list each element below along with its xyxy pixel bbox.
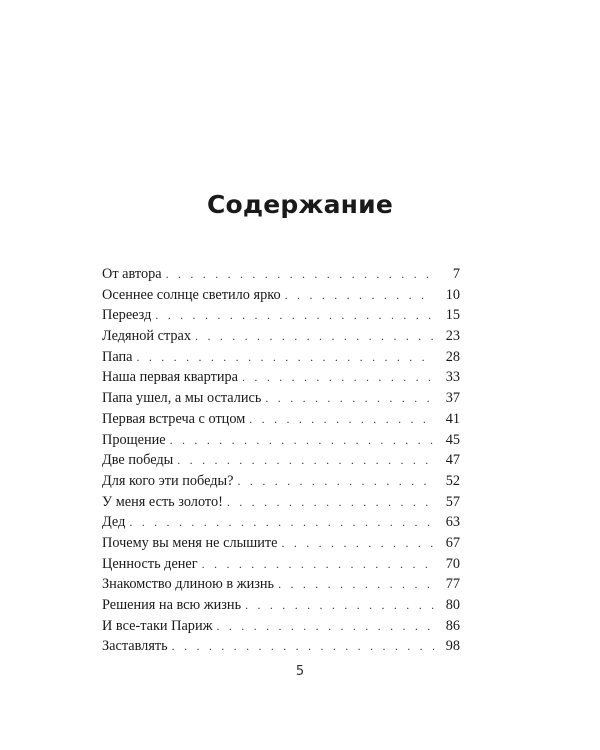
toc-entry-title: Папа <box>102 348 133 365</box>
toc-entry <box>102 347 460 368</box>
toc-entry-title: Почему вы меня не слышите <box>102 534 278 551</box>
toc-entry-title: Две победы <box>102 452 174 469</box>
toc-entry-title: Решения на всю жизнь <box>102 597 242 613</box>
dot-leader <box>238 471 434 492</box>
page-title: Содержание <box>206 190 394 219</box>
toc-entry-page: 10 <box>445 286 460 303</box>
toc-entry-title: От автора <box>102 266 162 282</box>
toc-entry <box>102 450 460 471</box>
dot-leader <box>227 492 434 513</box>
toc-entry-title: Первая встреча с отцом <box>102 410 246 427</box>
toc-entry <box>102 305 460 326</box>
dot-leader <box>249 409 434 430</box>
toc-entry-page: 98 <box>445 638 460 655</box>
toc-entry-page: 57 <box>445 493 460 510</box>
dot-leader <box>281 533 434 554</box>
toc-entry <box>102 492 460 513</box>
toc-entry-title: Ледяной страх <box>102 328 192 345</box>
toc-entry <box>102 636 460 657</box>
toc-entry-page: 37 <box>445 390 460 407</box>
toc-entry <box>102 409 460 430</box>
toc-entry-title: Дед <box>102 514 126 531</box>
toc-entry <box>102 285 460 306</box>
dot-leader <box>177 450 434 471</box>
toc-entry-page: 80 <box>445 597 460 613</box>
dot-leader <box>278 574 434 595</box>
toc-entry-title: У меня есть золото! <box>102 493 223 510</box>
dot-leader <box>195 326 434 347</box>
toc-entry <box>102 574 460 595</box>
toc-entry-title: Папа ушел, а мы остались <box>102 390 262 407</box>
toc-entry-page: 45 <box>445 431 460 448</box>
toc-entry <box>102 595 460 616</box>
toc-entry <box>102 616 460 637</box>
toc-entry-title: Для кого эти победы? <box>102 472 234 489</box>
toc-entry-page: 23 <box>445 328 460 345</box>
dot-leader <box>265 388 434 409</box>
toc-entry-page: 15 <box>445 307 460 324</box>
dot-leader <box>129 512 434 533</box>
dot-leader <box>202 554 434 575</box>
dot-leader <box>172 636 434 657</box>
toc-entry-title: Ценность денег <box>102 555 198 572</box>
toc-entry-title: Заставлять <box>102 638 168 655</box>
toc-entry-page: 33 <box>445 369 460 386</box>
toc-entry-page: 41 <box>445 410 460 427</box>
dot-leader <box>216 616 434 637</box>
toc-entry-page: 47 <box>445 452 460 469</box>
toc-entry-page: 70 <box>445 555 460 572</box>
toc-entry <box>102 533 460 554</box>
toc-entry-page: 77 <box>445 576 460 593</box>
toc-entry <box>102 367 460 388</box>
toc-entry <box>102 388 460 409</box>
page-number: 5 <box>295 664 305 679</box>
toc-entry-title: И все-таки Париж <box>102 617 213 634</box>
dot-leader <box>170 430 434 451</box>
toc-entry-page: 67 <box>445 534 460 551</box>
toc-entry-title: Осеннее солнце светило ярко <box>102 286 281 303</box>
dot-leader <box>285 285 434 306</box>
toc-entry-title: Наша первая квартира <box>102 369 239 386</box>
dot-leader <box>136 347 434 368</box>
toc-entry-title: Переезд <box>102 307 152 324</box>
toc-entry <box>102 471 460 492</box>
toc-entry <box>102 264 460 285</box>
toc-entry <box>102 326 460 347</box>
toc-entry <box>102 512 460 533</box>
toc-entry <box>102 430 460 451</box>
dot-leader <box>166 264 434 285</box>
toc-entry-title: Знакомство длиною в жизнь <box>102 576 275 593</box>
toc-entry-title: Прощение <box>102 431 166 448</box>
toc-entry-page: 86 <box>445 617 460 634</box>
table-of-contents <box>102 264 460 657</box>
dot-leader <box>242 367 434 388</box>
dot-leader <box>245 595 434 616</box>
toc-entry <box>102 554 460 575</box>
toc-entry-page: 52 <box>445 472 460 489</box>
toc-entry-page: 28 <box>445 348 460 365</box>
toc-entry-page: 7 <box>452 266 460 282</box>
toc-entry-page: 63 <box>445 514 460 531</box>
dot-leader <box>155 305 434 326</box>
